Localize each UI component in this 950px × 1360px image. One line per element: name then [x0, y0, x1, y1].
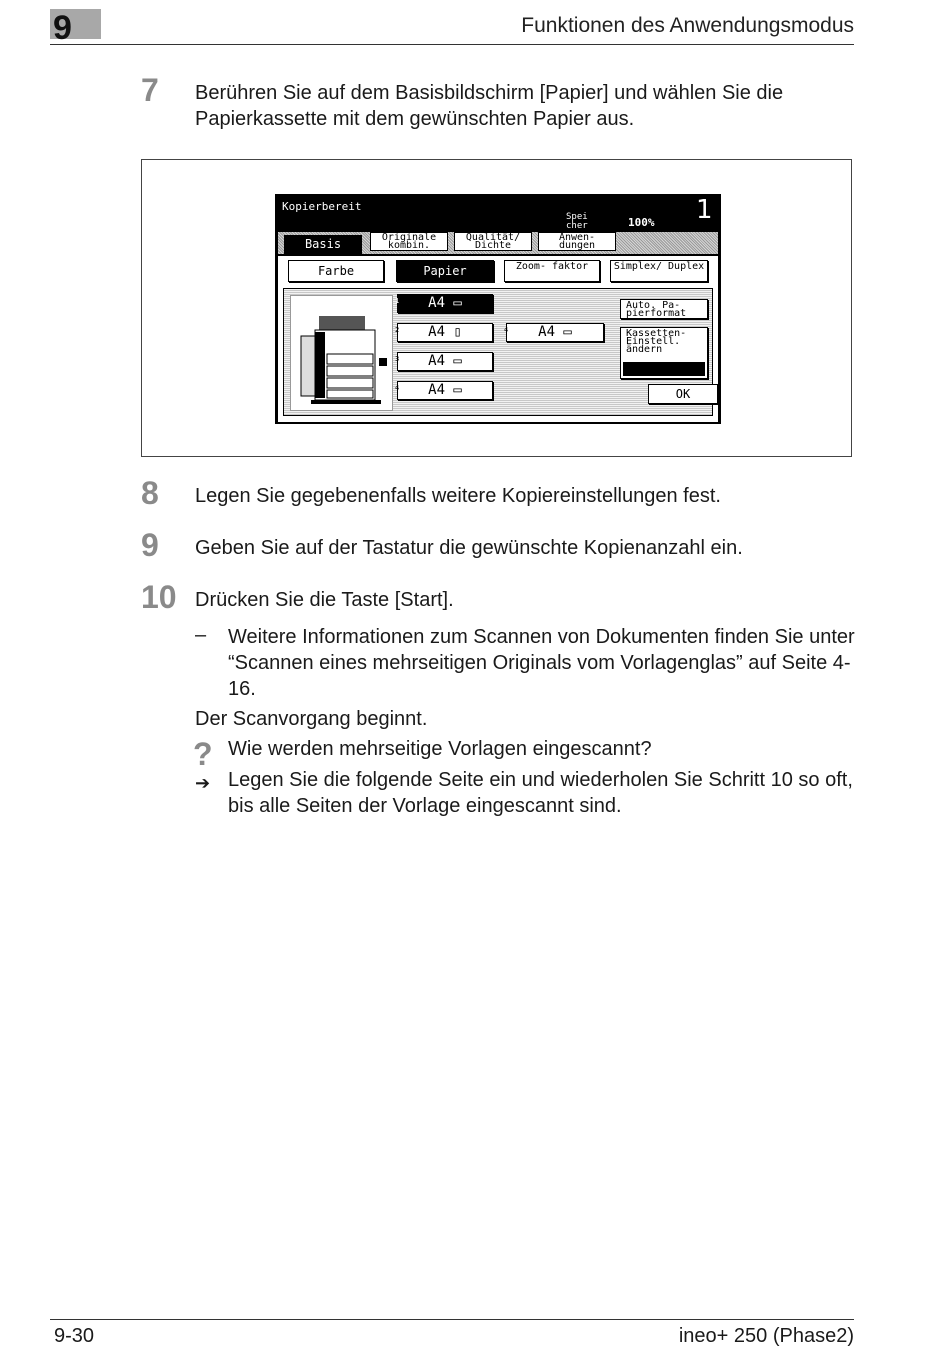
copier-illustration: [290, 295, 393, 411]
question-text: Wie werden mehrseitige Vorlagen eingescannt?: [228, 738, 652, 760]
chapter-number: 9: [53, 9, 72, 47]
tray-1-button[interactable]: 1 A4 ▭: [397, 294, 493, 313]
copier-screen: [275, 194, 721, 424]
tray-settings-indicator: [623, 362, 705, 376]
tray-settings-label: Kassetten- Einstell. ändern: [626, 328, 687, 355]
paper-selection-area: [283, 288, 713, 416]
answer-text: Legen Sie die folgende Seite ein und wiederholen Sie Schritt 10 so oft, bis alle Seiten der Vorlage eingescannt sind.: [228, 769, 853, 817]
tab-papier[interactable]: Papier: [396, 260, 494, 282]
tray-1-label: A4 ▭: [428, 295, 462, 311]
tray-4-button[interactable]: 4 A4 ▭: [397, 381, 493, 400]
step-number-7: 7: [141, 72, 159, 108]
result-text: Der Scanvorgang beginnt.: [195, 708, 428, 730]
product-name: ineo+ 250 (Phase2): [678, 1325, 854, 1347]
tab-simplex-duplex[interactable]: Simplex/ Duplex: [610, 260, 708, 282]
tab-anwendungen[interactable]: Anwen- dungen: [538, 232, 616, 251]
note-text: Weitere Informationen zum Scannen von Dokumenten finden Sie unter “Scannen eines mehrseitigen Originals vom Vorlagenglas” auf Seite 4-16.: [228, 626, 855, 700]
step-text-8: Legen Sie gegebenenfalls weitere Kopiereinstellungen fest.: [195, 485, 721, 507]
tray-2-label: A4 ▯: [428, 324, 462, 340]
ok-button[interactable]: OK: [648, 384, 718, 404]
step-number-9: 9: [141, 527, 159, 563]
screen-status-title: Kopierbereit: [282, 200, 362, 213]
memory-indicator: Spei cher: [566, 212, 588, 231]
bypass-tray-label: A4 ▭: [538, 324, 572, 340]
step-text-9: Geben Sie auf der Tastatur die gewünschte Kopienanzahl ein.: [195, 537, 743, 559]
tab-farbe[interactable]: Farbe: [288, 260, 384, 282]
tray-3-button[interactable]: 3 A4 ▭: [397, 352, 493, 371]
step-number-8: 8: [141, 475, 159, 511]
tab-basis[interactable]: Basis: [284, 235, 362, 254]
footer-divider: [50, 1319, 854, 1320]
step-text-10: Drücken Sie die Taste [Start].: [195, 589, 454, 611]
note-dash: –: [195, 624, 207, 646]
copier-machine-icon: [291, 296, 392, 410]
running-header-title: Funktionen des Anwendungsmodus: [521, 14, 854, 37]
tab-qualitaet-dichte[interactable]: Qualität/ Dichte: [454, 232, 532, 251]
main-tab-bar: [278, 232, 718, 254]
header-divider: [50, 44, 854, 45]
step-number-10: 10: [141, 579, 177, 615]
tab-zoomfaktor[interactable]: Zoom- faktor: [504, 260, 600, 282]
tray-3-label: A4 ▭: [428, 353, 462, 369]
paper-panel: [278, 256, 718, 422]
tray-settings-button[interactable]: [620, 327, 708, 379]
copy-count: 1: [696, 195, 713, 225]
zoom-readout: 100%: [628, 216, 655, 229]
question-icon: ?: [193, 736, 213, 772]
answer-arrow-icon: ➔: [195, 773, 211, 793]
step-text-7: Berühren Sie auf dem Basisbildschirm [Papier] und wählen Sie die Papierkassette mit dem gewünschten Papier aus.: [195, 82, 784, 130]
tray-4-label: A4 ▭: [428, 382, 462, 398]
tab-originale-kombin[interactable]: Originale kombin.: [370, 232, 448, 251]
auto-paper-button[interactable]: Auto. Pa- pierformat: [620, 299, 708, 319]
bypass-tray-button[interactable]: 4 A4 ▭: [506, 323, 604, 342]
page-number: 9-30: [54, 1325, 95, 1347]
tray-2-button[interactable]: 2 A4 ▯: [397, 323, 493, 342]
